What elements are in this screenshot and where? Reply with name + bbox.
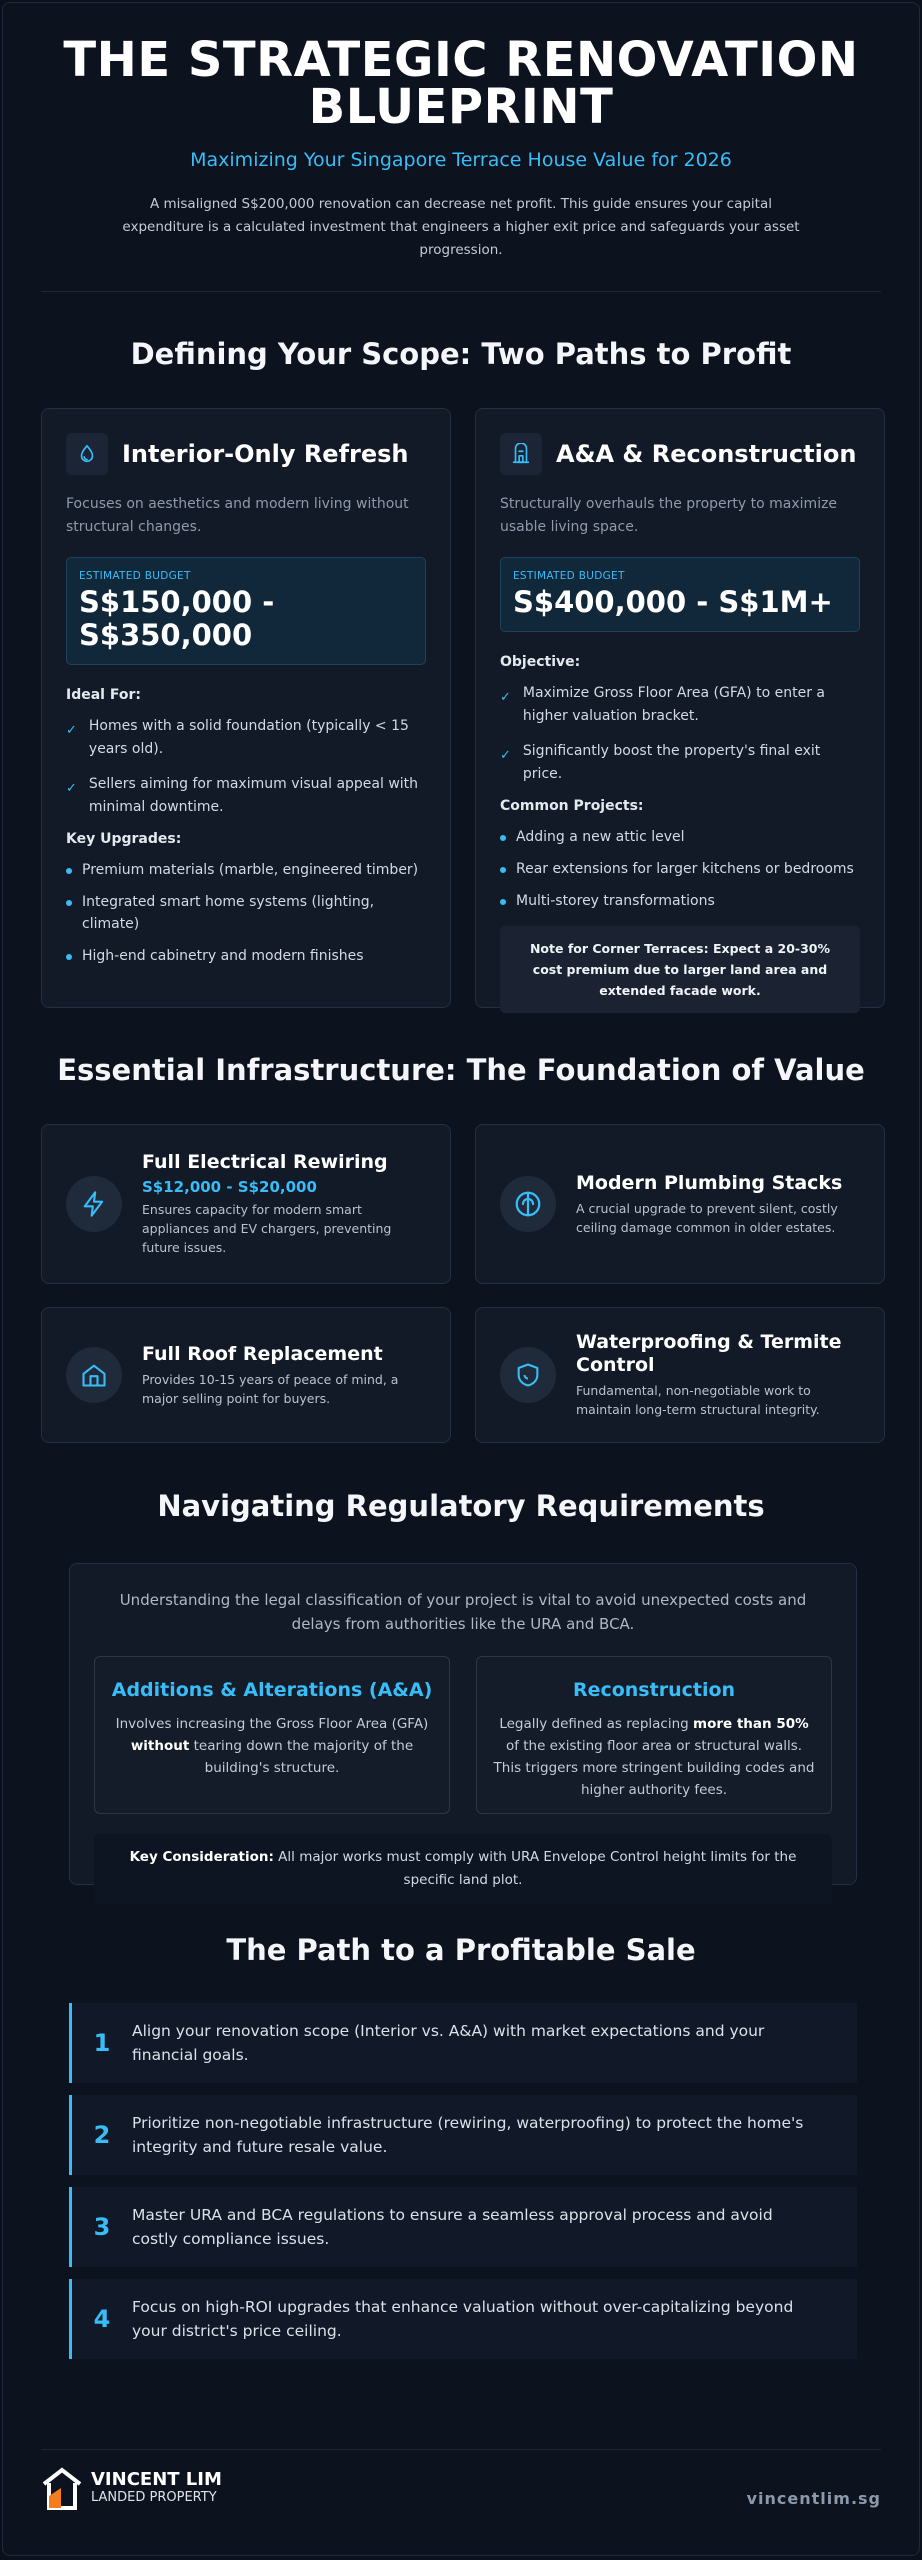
budget-label: ESTIMATED BUDGET [79, 570, 191, 582]
brand-logo[interactable] [41, 2466, 222, 2510]
step-number: 2 [93, 2121, 111, 2149]
interior-description: Focuses on aesthetics and modern living without structural changes. [66, 496, 409, 535]
upgrades-heading: Key Upgrades: [66, 831, 182, 847]
list-item: Rear extensions for larger kitchens or bedrooms [500, 858, 860, 880]
step-number: 4 [93, 2305, 111, 2333]
list-item: ✓ Sellers aiming for maximum visual appeal with minimal downtime. [66, 773, 426, 819]
hero-section [3, 3, 919, 262]
list-item: ✓ Homes with a solid foundation (typically < 15 years old). [66, 715, 426, 761]
reconstruction-title: A&A & Reconstruction [556, 440, 857, 468]
check-icon: ✓ [66, 781, 77, 796]
reconstruction-budget-box [500, 557, 860, 632]
corner-terrace-note: Note for Corner Terraces: Expect a 20-30% cost premium due to larger land area and extended facade work. [500, 926, 860, 1013]
step-text: Align your renovation scope (Interior vs. A&A) with market expectations and your financial goals. [132, 2022, 765, 2064]
bullet-icon [500, 835, 506, 841]
check-icon: ✓ [500, 690, 511, 705]
check-icon: ✓ [66, 723, 77, 738]
budget-value: S$150,000 - S$350,000 [79, 585, 275, 652]
ideal-list [66, 715, 426, 819]
list-item: Integrated smart home systems (lighting, climate) [66, 891, 426, 935]
path-title: The Path to a Profitable Sale [226, 1933, 696, 1967]
infra-card-plumbing [475, 1124, 885, 1284]
title-line-1: THE STRATEGIC RENOVATION [63, 32, 859, 88]
budget-value: S$400,000 - S$1M+ [513, 585, 833, 619]
bullet-icon [66, 900, 72, 906]
step-item [69, 2003, 857, 2083]
step-text: Prioritize non-negotiable infrastructure (rewiring, waterproofing) to protect the home's integrity and future resale value. [132, 2114, 804, 2156]
infra-title: Full Electrical Rewiring [142, 1151, 388, 1173]
upgrades-list [66, 859, 426, 967]
pipe-icon [500, 1176, 556, 1232]
infra-card-electrical [41, 1124, 451, 1284]
regulatory-title: Navigating Regulatory Requirements [157, 1489, 765, 1523]
intro-text: A misaligned S$200,000 renovation can decrease net profit. This guide ensures your capital expenditure is a calculated investment that engineers a higher exit price and safeguards your asset progression. [122, 196, 800, 258]
lightning-icon [66, 1176, 122, 1232]
projects-list [500, 826, 860, 912]
interior-title: Interior-Only Refresh [122, 440, 409, 468]
step-number: 1 [93, 2029, 111, 2057]
bullet-icon [500, 899, 506, 905]
key-consideration: Key Consideration: All major works must comply with URA Envelope Control height limits for the specific land plot. [94, 1834, 832, 1904]
infra-description: Ensures capacity for modern smart appliances and EV chargers, preventing future issues. [142, 1202, 392, 1255]
check-icon: ✓ [500, 748, 511, 763]
list-item: Multi-storey transformations [500, 890, 860, 912]
recon-title: Reconstruction [572, 1679, 736, 1701]
step-text: Master URA and BCA regulations to ensure a seamless approval process and avoid costly compliance issues. [132, 2206, 773, 2248]
logo-subtitle: LANDED PROPERTY [91, 2490, 217, 2505]
infra-title: Modern Plumbing Stacks [576, 1171, 843, 1194]
infra-description: Fundamental, non-negotiable work to maintain long-term structural integrity. [576, 1383, 820, 1417]
infra-title: Full Roof Replacement [142, 1342, 383, 1365]
objective-list [500, 682, 860, 786]
scope-title: Defining Your Scope: Two Paths to Profit [130, 337, 792, 371]
list-item: High-end cabinetry and modern finishes [66, 945, 426, 967]
droplet-icon [66, 433, 108, 475]
infra-card-roof [41, 1307, 451, 1443]
list-item: Premium materials (marble, engineered timber) [66, 859, 426, 881]
interior-refresh-card [41, 408, 451, 1008]
projects-heading: Common Projects: [500, 798, 644, 814]
list-item: ✓ Significantly boost the property's final exit price. [500, 740, 860, 786]
step-item [69, 2095, 857, 2175]
infrastructure-title: Essential Infrastructure: The Foundation of Value [57, 1053, 865, 1087]
building-icon [500, 433, 542, 475]
bullet-icon [66, 954, 72, 960]
ideal-heading: Ideal For: [66, 687, 141, 703]
house-logo-icon [41, 2466, 83, 2510]
divider [41, 291, 881, 292]
bullet-icon [66, 868, 72, 874]
regulatory-box [69, 1563, 857, 1888]
page-subtitle: Maximizing Your Singapore Terrace House Value for 2026 [190, 149, 732, 171]
aa-card [94, 1656, 450, 1814]
list-item: ✓ Maximize Gross Floor Area (GFA) to enter a higher valuation bracket. [500, 682, 860, 728]
footer-divider [41, 2449, 881, 2450]
infra-price: S$12,000 - S$20,000 [142, 1178, 317, 1196]
step-number: 3 [93, 2213, 111, 2241]
infra-description: Provides 10-15 years of peace of mind, a major selling point for buyers. [142, 1371, 399, 1406]
objective-heading: Objective: [500, 654, 581, 670]
infra-title: Waterproofing & Termite Control [576, 1331, 842, 1376]
list-item: Adding a new attic level [500, 826, 860, 848]
infra-description: A crucial upgrade to prevent silent, costly ceiling damage common in older estates. [576, 1200, 838, 1235]
shield-icon [500, 1347, 556, 1403]
title-line-2: BLUEPRINT [308, 79, 614, 135]
aa-text: Involves increasing the Gross Floor Area (GFA) without tearing down the majority of the building's structure. [115, 1716, 429, 1776]
step-text: Focus on high-ROI upgrades that enhance valuation without over-capitalizing beyond your district's price ceiling. [132, 2298, 794, 2340]
recon-text: Legally defined as replacing more than 50% of the existing floor area or structural walls. This triggers more stringent building codes and higher authority fees. [493, 1716, 815, 1798]
regulatory-intro: Understanding the legal classification of your project is vital to avoid unexpected costs and delays from authorities like the URA and BCA. [119, 1591, 807, 1633]
infographic-page [2, 2, 920, 2556]
website-link[interactable]: vincentlim.sg [746, 2489, 881, 2508]
page-title [3, 32, 919, 135]
aa-title: Additions & Alterations (A&A) [111, 1679, 433, 1701]
step-item [69, 2279, 857, 2359]
interior-budget-box [66, 557, 426, 665]
budget-label: ESTIMATED BUDGET [513, 570, 625, 582]
reconstruction-description: Structurally overhauls the property to maximize usable living space. [500, 496, 838, 535]
infra-card-waterproofing [475, 1307, 885, 1443]
house-icon [66, 1347, 122, 1403]
reconstruction-card [475, 408, 885, 1008]
logo-name: VINCENT LIM [91, 2469, 222, 2490]
bullet-icon [500, 867, 506, 873]
step-item [69, 2187, 857, 2267]
reconstruction-reg-card [476, 1656, 832, 1814]
